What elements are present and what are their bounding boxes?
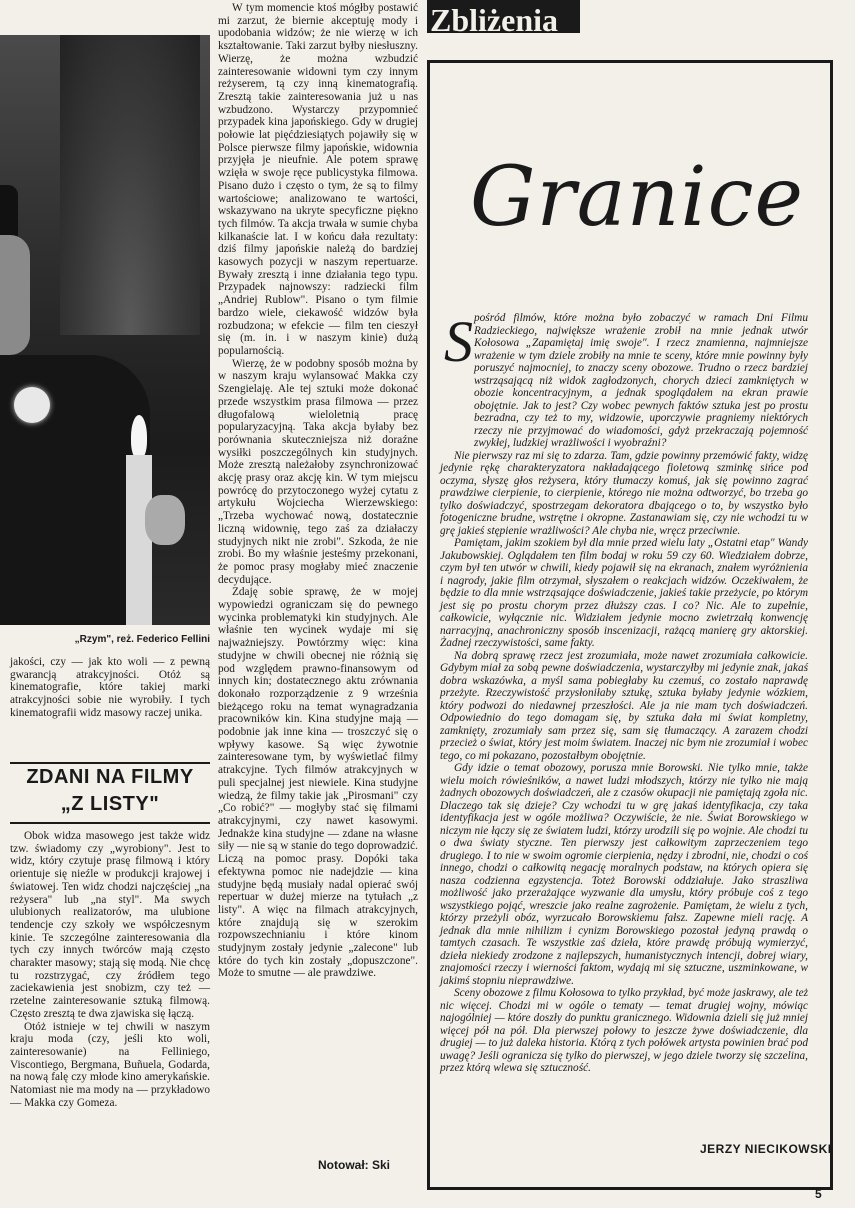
- byline-notes: Notował: Ski: [318, 1158, 391, 1172]
- film-still-photo: [0, 35, 210, 625]
- paragraph: [440, 309, 808, 450]
- subheading-line-1: ZDANI NA FILMY: [26, 766, 194, 788]
- column-1-bottom: [10, 830, 210, 1109]
- paragraph: W tym momencie ktoś mógłby postawić mi zarzut, że biernie akceptuję mody i upodobania widzów; że nie wierzę w ich kształtowanie. Taki zarzut byłby niesłuszny. Wierzę, że można wzbudzić zainteresowanie widowni tym czy innym reżyserem, tą czy inną kinematografią. Zresztą takie zainteresowania już u nas wzbudzono. Wystarczy przypomnieć przypadek kina japońskiego. Gdy w drugiej połowie lat pięćdziesiątych pojawiły się w Polsce pierwsze filmy japońskie, widownia przyjęła je nieufnie. Ale potem sprawę wzięła w swoje ręce publicystyka filmowa. Pisano dużo i często o tym, że są to filmy wartościowe; analizowano te wartości, wskazywano na ukryte specyficzne piękno tych filmów. Ta akcja trwała w sumie chyba kilkanaście lat. I w końcu dała rezultaty: dziś filmy japońskie należą do bardziej kasowych pozycji w naszym repertuarze. Bywały zresztą i inne działania tego typu. Przypadek najnowszy: radziecki film „Andriej Rublow". Pisano o tym filmie bardzo wiele, ciekawość widzów była rozbudzona; w efekcie — film ten cieszył się (m. in. i w naszym kinie) dużą popularnością.: [218, 2, 418, 357]
- column-1-top: [10, 656, 210, 720]
- page-number: 5: [815, 1187, 822, 1201]
- author-name: JERZY NIECIKOWSKI: [700, 1142, 832, 1156]
- photo-caption: „Rzym", reż. Federico Fellini: [74, 634, 210, 645]
- paragraph-text: pośród filmów, które można było zobaczyć w ramach Dni Filmu Radzieckiego, największe wrażenie zrobił na mnie jednak utwór Kołosowa „Zapamiętaj imię swoje". I rzecz znamienna, najmniejsze wrażenie w tym dziele zrobiły na mnie te sceny, które mnie powinny były poruszyć najmocniej, to znaczy sceny obozowe. Trudno o rzecz bardziej wstrząsającą niż widok zagłodzonych, chorych dzieci zamkniętych w obozie koncentracyjnym, a jednak spoglądałem na ekran prawie obojętnie. Jak to jest? Czy wobec pewnych faktów sztuka jest po prostu bezradna, czy też to my, widzowie, uporczywie pragniemy niektórych rzeczy nie przyjmować do wiadomości, gdyż przekraczają pojemność zwykłej, ludzkiej wrażliwości i wyobraźni?: [474, 312, 808, 449]
- paragraph: Zdaję sobie sprawę, że w mojej wypowiedzi ograniczam się do pewnego wycinka problematyki kin studyjnych. Ale właśnie ten wycinek wydaje mi się najważniejszy. Powtórzmy więc: kina studyjne w chwili obecnej nie różnią się pod względem prawno-finansowym od innych kin; dostatecznego aktu zrównania dokonało rozporządzenie z 9 września bieżącego roku na temat wynagradzania pracowników kin. Kina studyjne mają — podobnie jak inne kina — troszczyć się o wpływy kasowe. Są więc żywotnie zainteresowane tym, by wyświetlać filmy atrakcyjne. Tych filmów atrakcyjnych w puli specjalnej jest niewiele. Kina studyjne wiedzą, że filmy takie jak „Pirosmani" czy „Co robić?" — mogłyby stać się filmami atrakcyjnymi, czy nawet kasowymi. Jednakże kina studyjne — zdane na własne siły — nie są w stanie do tego doprowadzić. Liczą na pomoc prasy. Dopóki taka efektywna pomoc nie nadejdzie — kina studyjne będą musiały nadal opierać swój repertuar w dużej mierze na tytułach „z listy". A więc na filmach atrakcyjnych, które znajdują się w szerokim rozpowszechnianiu i które kinom studyjnym zostały jedynie „zalecone" lub które do tych kin zostały „dopuszczone". Może to smutne — ale prawdziwe.: [218, 586, 418, 980]
- paragraph: Na dobrą sprawę rzecz jest zrozumiała, może nawet zrozumiała całkowicie. Gdybym miał za sobą pewne doświadczenia, wystarczyłby mi jedynie znak, jakaś dobra wskazówka, a myśl sama pobiegłaby ku czemuś, co zostało naprawdę przeżyte. Rzeczywistość przysłoniłaby sztukę, sztuka byłaby jedynie wózkiem, który podwozi do niedawnej przeszłości. Ale ja nie mam tych doświadczeń. Odpowiednio do tego domagam się, by sztuka dała mi świat kompletny, zamknięty, zrozumiały sam przez się, sam się tłumaczący. A zarazem chodzi przecież o świat, który jest moim światem. Inaczej nic bym nie zrozumiał i wobec tego, co mi pokazano, pozostałbym obojętnie.: [440, 649, 808, 762]
- paragraph: Gdy idzie o temat obozowy, porusza mnie Borowski. Nie tylko mnie, także wielu moich rówieśników, a nawet ludzi młodszych, którzy nie tylko nie mają żadnych obozowych doświadczeń, ale z czasów okupacji nie pamiętają zgoła nic. Dlaczego tak się dzieje? Czy wchodzi tu w grę jakaś identyfikacja, czy taka identyfikacja jest w ogóle możliwa? Oczywiście, że nie. Świat Borowskiego w niczym nie łączy się ze światem ludzi, którzy urodzili się po wojnie. Ale chodzi tu o dwa światy styczne. Ten pierwszy jest całkowitym zaprzeczeniem tego drugiego. I to nie w swoim ogromie cierpienia, nędzy i zbrodni, nie, chodzi o coś innego, chodzi o całkowitą negację moralnych podstaw, na których opiera się nasza codzienna egzystencja. Toteż Borowski oddziałuje. Jako straszliwa możliwość jako przerażające wyzwanie dla umysłu, który próbuje coś z tego wszystkiego pojąć, wreszcie jako realne zagrożenie. Pamiętam, że wielu z tych, którzy przeżyli obóz, wyrzucało Borowskiemu fałsz. Zapewne mieli rację. A jednak dla mnie nihilizm i cynizm Borowskiego pozostał jedyną prawdą o tamtych czasach. Te wszystkie zaś dzieła, które prawdę próbują wymierzyć, dzieła niekiedy zrodzone z najlepszych, humanistycznych intencji, dobrej wiary, znajomości rzeczy i wierności faktom, wydają mi się sztuczne, uszminkowane, w jakimś stopniu nieprawdziwe.: [440, 762, 808, 987]
- article-title: Granice: [470, 150, 805, 245]
- paragraph: Wierzę, że w podobny sposób można by w naszym kraju wylansować Makka czy Szengielaję. Ale tej sztuki może dokonać przede wszystkim prasa filmowa — przez długofalową wieloletnią pracę popularyzacyjną. Taka akcja byłaby bez porównania skuteczniejsza niż doraźne wysiłki poszczególnych kin studyjnych. Może zresztą należałoby zsynchronizować akcję prasy oraz akcję kin. W tym miejscu powrócę do przytoczonego wyżej cytatu z artykułu Wojciecha Wierzewskiego: „Trzeba wychować nową, dostatecznie liczną widownię, tego zaś za działaczy studyjnych nikt nie zrobi". Szkoda, że nie zrobi. Bo my właśnie jesteśmy przekonani, że pomoc prasy mogłaby mieć znaczenie decydujące.: [218, 357, 418, 586]
- drop-cap: S: [444, 309, 473, 374]
- section-tag: Zbliżenia: [427, 0, 580, 33]
- paragraph: Otóż istnieje w tej chwili w naszym kraju moda (czy, jeśli kto woli, zainteresowanie) na Felliniego, Viscontiego, Bergmana, Buñuela, Godarda, na nową falę czy młode kino amerykańskie. Natomiast nie ma mody na — przykładowo — Makka czy Gomeza.: [10, 1020, 210, 1109]
- subheading-line-2: „Z LISTY": [60, 793, 160, 815]
- column-2: [218, 2, 418, 980]
- subheading-box: [10, 762, 210, 824]
- paragraph: Obok widza masowego jest także widz tzw. świadomy czy „wyrobiony". Jest to widz, który czytuje prasę filmową i który orientuje się nieźle w produkcji krajowej i światowej. Ten widz chodzi najczęściej „na reżysera" lub „na styl". Ma swych ulubionych realizatorów, ma ulubione tendencje czy szkoły we współczesnym kinie. Te szczególne zainteresowania dla tych czy innych twórców mają często charakter masowy; stają się modą. Nie chcę tu rozstrzygać, czy źródłem tego zaciekawienia jest snobizm, czy też — rzetelne zainteresowanie sztuką filmową. Często zresztą te dwa zjawiska się łączą.: [10, 830, 210, 1020]
- column-3: [440, 309, 808, 1075]
- paragraph: Sceny obozowe z filmu Kołosowa to tylko przykład, być może jaskrawy, ale też nic więcej. Chodzi mi w ogóle o tematy — temat drugiej wojny, mówiąc najogólniej — które doszły do punktu granicznego. Widownia dzieli się już mniej więcej pół na pół. Dla pierwszej połowy to jeszcze żywe doświadczenie, dla drugiej — to już daleka historia. Którą z tych połówek artysta powinien brać pod uwagę? Jeśli ogranicza się tylko do pierwszej, w jego dziele tworzy się szczelina, przez którą wlewa się sztuczność.: [440, 987, 808, 1074]
- paragraph: Pamiętam, jakim szokiem był dla mnie przed wielu laty „Ostatni etap" Wandy Jakubowskiej. Oglądałem ten film bodaj w roku 59 czy 60. Wiedziałem dobrze, czym był ten utwór w chwili, kiedy pojawił się na ekranach, znałem wyróżnienia i nagrody, jakie film otrzymał, słyszałem o reakcjach widzów. Oczekiwałem, że będzie to dla mnie wstrząsające doświadczenie, jakieś takie przeżycie, po którym jest się po prostu chorym przez dłuższy czas. I co? Nic. Ale to zupełnie, całkowicie, wyłącznie nic. Widziałem jedynie mocno zwietrzałą konwencję narracyjną, anachroniczny sposób inscenizacji, rażącą manierę gry aktorskiej. Żadnej rzeczywistości, same fakty.: [440, 537, 808, 649]
- paragraph: Nie pierwszy raz mi się to zdarza. Tam, gdzie powinny przemówić fakty, widzę jedynie rękę charakteryzatora nakładającego fioletową szminkę sińce pod oczyma, słyszę głos reżysera, który tłumaczy komuś, jak się powinno zagrać prawdziwe cierpienie, to cierpienie, którego nie można odtworzyć, bo trzeba go tylko doświadczyć, spostrzegam dekoratora dbającego o to, by wszystko było fotogeniczne brudne, wstrętne i okropne. Zastanawiam się, czy nie wchodzi tu w grę jakieś stępienie wrażliwości? Ale chyba nie, wręcz przeciwnie.: [440, 449, 808, 537]
- paragraph: jakości, czy — jak kto woli — z pewną gwarancją atrakcyjności. Otóż są kinematografie, które takiej marki atrakcyjności sobie nie wyrobiły. I tych kinematografii widz masowy raczej unika.: [10, 656, 210, 719]
